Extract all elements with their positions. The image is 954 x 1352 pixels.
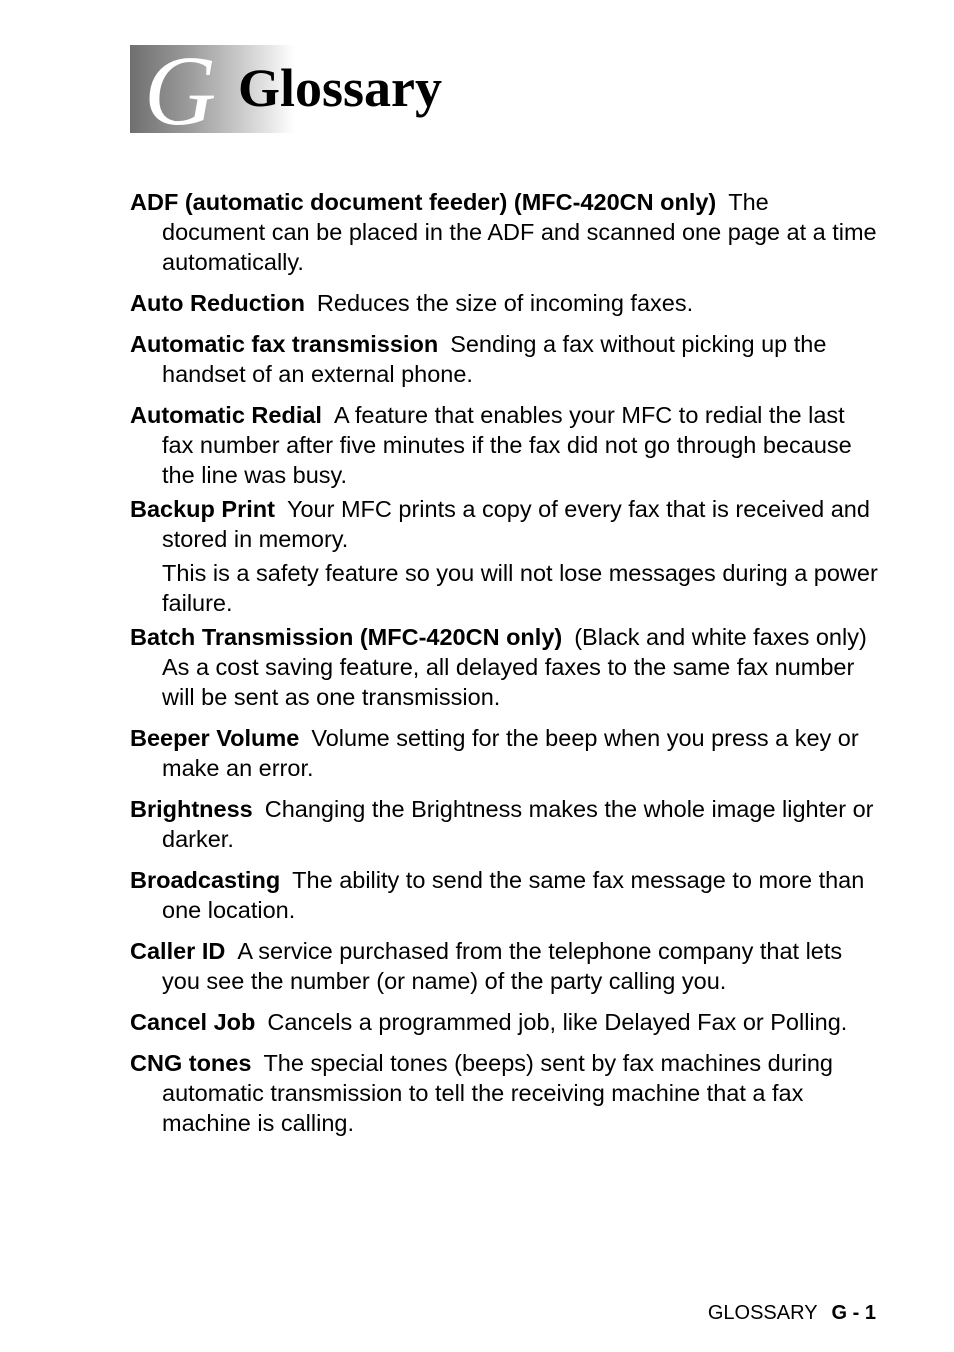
glossary-list	[130, 187, 878, 1149]
glossary-definition: The ability to send the same fax message to more than one location.	[162, 867, 865, 923]
glossary-definition: The special tones (beeps) sent by fax machines during automatic transmission to tell the receiving machine that a fax machine is calling.	[162, 1050, 833, 1136]
glossary-definition: Changing the Brightness makes the whole image lighter or darker.	[162, 796, 874, 852]
glossary-definition: Volume setting for the beep when you press a key or make an error.	[162, 725, 859, 781]
glossary-definition: The document can be placed in the ADF and scanned one page at a time automatically.	[162, 189, 877, 275]
glossary-entry	[130, 288, 878, 318]
glossary-term: Automatic Redial	[130, 402, 322, 428]
glossary-term: ADF (automatic document feeder) (MFC-420CN only)	[130, 189, 717, 215]
glossary-definition: Reduces the size of incoming faxes.	[316, 290, 694, 316]
glossary-definition: Cancels a programmed job, like Delayed Fax or Polling.	[267, 1009, 848, 1035]
glossary-term: Batch Transmission (MFC-420CN only)	[130, 624, 563, 650]
glossary-entry	[130, 1048, 878, 1138]
glossary-term: Backup Print	[130, 496, 275, 522]
glossary-entry	[130, 329, 878, 389]
glossary-term: CNG tones	[130, 1050, 252, 1076]
glossary-continuation: This is a safety feature so you will not lose messages during a power failure.	[162, 560, 878, 616]
glossary-definition: A feature that enables your MFC to redial the last fax number after five minutes if the fax did not go through because the line was busy.	[162, 402, 852, 488]
chapter-header	[130, 35, 450, 146]
glossary-entry	[130, 400, 878, 490]
glossary-entry	[130, 1007, 878, 1037]
glossary-definition: (Black and white faxes only) As a cost saving feature, all delayed faxes to the same fax number will be sent as one transmission.	[162, 624, 867, 710]
chapter-letter: G	[144, 35, 217, 146]
page-title: Glossary	[238, 58, 443, 118]
glossary-entry	[130, 794, 878, 854]
glossary-term: Brightness	[130, 796, 253, 822]
glossary-term: Caller ID	[130, 938, 226, 964]
page-number: G - 1	[831, 1302, 876, 1324]
glossary-definition: Your MFC prints a copy of every fax that is received and stored in memory.	[162, 496, 870, 552]
glossary-term: Auto Reduction	[130, 290, 305, 316]
glossary-term: Automatic fax transmission	[130, 331, 439, 357]
glossary-entry	[130, 723, 878, 783]
glossary-definition: Sending a fax without picking up the handset of an external phone.	[162, 331, 827, 387]
glossary-definition: A service purchased from the telephone company that lets you see the number (or name) of the party calling you.	[162, 938, 843, 994]
glossary-term: Broadcasting	[130, 867, 281, 893]
glossary-entry	[130, 187, 878, 277]
page-footer	[708, 1300, 876, 1326]
glossary-term: Cancel Job	[130, 1009, 256, 1035]
glossary-term: Beeper Volume	[130, 725, 300, 751]
glossary-entry	[130, 622, 878, 712]
glossary-entry	[130, 494, 878, 554]
glossary-entry	[130, 865, 878, 925]
glossary-entry	[130, 936, 878, 996]
footer-section-label: GLOSSARY	[707, 1302, 818, 1324]
